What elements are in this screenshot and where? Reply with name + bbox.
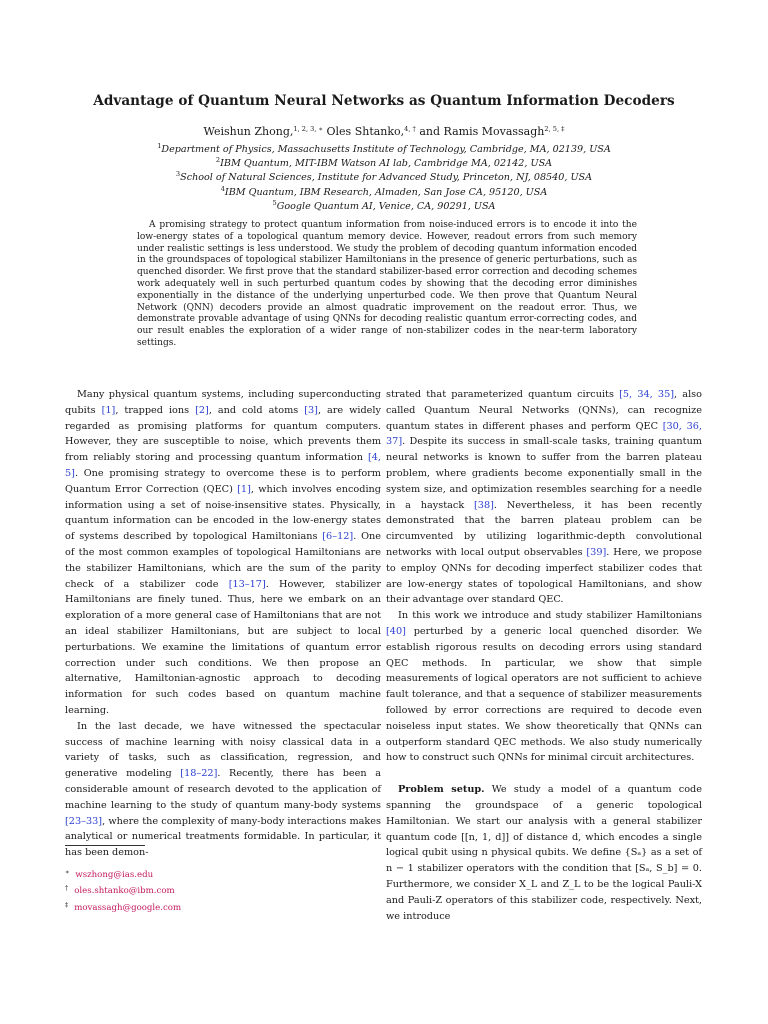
body-text: . Here, we propose to employ QNNs for decoding imperfect stabilizer codes that are low-energy states of topological Hamiltonians, and show their advantage over standard QEC. xyxy=(386,546,702,606)
body-text: Many physical quantum systems, including superconducting qubits xyxy=(65,389,381,416)
body-text: , also called Quantum Neural Networks (QNNs), can recognize quantum states in different phases and perform QEC xyxy=(386,389,702,432)
affiliation-5: $^5$Google Quantum AI, Venice, CA, 90291, USA xyxy=(272,198,496,212)
body-text: strated that parameterized quantum circuits xyxy=(386,389,620,400)
body-text: , are widely regarded as promising platforms for quantum computers. However, they are susceptible to noise, which prevents them from reliably storing and processing quantum information xyxy=(65,404,381,464)
abstract: A promising strategy to protect quantum information from noise-induced errors is to encode it into the low-energy states of a topological quantum memory device. However, readout errors from such memory under realistic settings is less understood. We study the problem of decoding quantum information encoded in the groundspaces of topological stabilizer Hamiltonians in the presence of generic perturbations, such as quenched disorder. We first prove that the standard stabilizer-based error correction and decoding schemes work adequately well in such perturbed quantum codes by showing that the decoding error diminishes exponentially in the distance of the underlying unperturbed code. We then prove that Quantum Neural Network (QNN) decoders provide an almost quadratic improvement on the readout error. Thus, we demonstrate provable advantage of using QNNs for decoding realistic quantum error-correcting codes, and our result enables the exploration of a wider range of non-stabilizer codes in the near-term laboratory settings. xyxy=(137,220,637,348)
citation-link[interactable]: [40] xyxy=(386,625,406,637)
footnote-1: ∗ wszhong@ias.edu xyxy=(65,868,154,880)
body-text: . One promising strategy to overcome these is to perform Quantum Error Correction (QEC) xyxy=(65,467,381,495)
email-link[interactable]: movassagh@google.com xyxy=(74,902,182,913)
author-1-affil-mark: 1, 2, 3, ∗ xyxy=(293,125,324,133)
citation-link[interactable]: [3] xyxy=(304,404,318,416)
citation-link[interactable]: [13–17] xyxy=(228,578,266,590)
body-text: . Nevertheless, it has been recently demonstrated that the barren plateau problem can be circumvented by utilizing logarithmic-depth convolutional networks with local output observables xyxy=(386,499,702,558)
author-list xyxy=(60,125,708,138)
email-link[interactable]: wszhong@ias.edu xyxy=(75,870,154,880)
body-text: In this work we introduce and study stabilizer Hamiltonians xyxy=(398,610,702,622)
citation-link[interactable]: [30, 36, 37] xyxy=(386,420,702,448)
affiliation-list xyxy=(60,143,708,214)
footnote-3: ‡ movassagh@google.com xyxy=(65,900,182,913)
citation-link[interactable]: [5, 34, 35] xyxy=(619,389,675,400)
citation-link[interactable]: [1] xyxy=(101,404,116,416)
body-text: . One of the most common examples of topological Hamiltonians are the stabilizer Hamiltonians, which are the sum of the parity check of a stabilizer code xyxy=(65,531,381,590)
section-heading-problem-setup: Problem setup. xyxy=(398,784,485,796)
author-2: Oles Shtanko,$^{4, \dagger}$ xyxy=(326,125,416,138)
author-3: and Ramis Movassagh$^{2, 5, \ddagger}$ xyxy=(419,125,565,138)
intro-paragraph-1 xyxy=(65,387,381,719)
body-text: , which involves encoding information using a set of noise-insensitive states. Physically, quantum information can be encoded in the low-energy states of systems described by topological Hamiltonians xyxy=(65,483,381,543)
body-text: . Recently, there has been a considerable amount of research devoted to the application of machine learning to the study of quantum many-body systems xyxy=(65,768,381,811)
affiliation-2: $^2$IBM Quantum, MIT-IBM Watson AI lab, Cambridge MA, 02142, USA xyxy=(215,156,553,170)
left-column xyxy=(65,387,381,861)
problem-setup-text: We study a model of a quantum code spanning the groundspace of a generic topological Hamiltonian. We start our analysis with a general stabilizer quantum code [[n, 1, d]] of distance d, which encodes a single logical qubit using n physical qubits. We define {Sₐ} as a set of n − 1 stabilizer operators with the condition that [Sₐ, S_b] = 0. Furthermore, we consider X_L and Z_L to be the logical Pauli-X and Pauli-Z operators of this stabilizer code, respectively. Next, we introduce xyxy=(386,784,702,922)
body-text: . However, stabilizer Hamiltonians are finely tuned. Thus, here we embark on an exploration of a more general case of Hamiltonians that are not an ideal stabilizer Hamiltonians, but are subject to local perturbations. We examine the limitations of quantum error correction under such conditions. We then propose an alternative, Hamiltonian-agnostic approach to decoding information for such codes based on quantum machine learning. xyxy=(65,578,381,716)
citation-link[interactable]: [1] xyxy=(237,483,251,495)
body-text: In the last decade, we have witnessed the spectacular success of machine learning with noisy classical data in a variety of tasks, such as classification, regression, and generative modeling xyxy=(65,720,381,780)
citation-link[interactable]: [4, 5] xyxy=(65,452,381,479)
footnotes xyxy=(65,866,381,915)
right-column xyxy=(386,387,702,924)
body-text: , and cold atoms xyxy=(208,404,305,416)
citation-link[interactable]: [39] xyxy=(586,546,607,558)
email-link[interactable]: oles.shtanko@ibm.com xyxy=(74,886,175,897)
body-text: perturbed by a generic local quenched disorder. We establish rigorous results on decoding errors using standard QEC methods. In particular, we show that simple measurements of logical operators are not sufficient to achieve fault tolerance, and that a sequence of stabilizer measurements followed by error corrections are required to decode even noiseless input states. We show theoretically that QNNs can outperform standard QEC methods. We also study numerically how to construct such QNNs for minimal circuit architectures. xyxy=(386,625,702,764)
citation-link[interactable]: [18–22] xyxy=(180,768,218,780)
problem-setup-paragraph xyxy=(386,782,702,924)
body-text: . Despite its success in small-scale tasks, training quantum neural networks is known to suffer from the barren plateau problem, where gradients become exponentially small in the system size, and optimization resembles searching for a needle in a haystack xyxy=(386,436,702,511)
paper-title: Advantage of Quantum Neural Networks as Quantum Information Decoders xyxy=(93,93,675,109)
citation-link[interactable]: [6–12] xyxy=(322,531,354,543)
intro-paragraph-4 xyxy=(386,608,702,766)
affiliation-3: $^3$School of Natural Sciences, Institute for Advanced Study, Princeton, NJ, 08540, USA xyxy=(175,170,593,184)
affiliation-1: $^1$Department of Physics, Massachusetts Institute of Technology, Cambridge, MA, 02139, USA xyxy=(157,142,611,155)
footnote-2: † oles.shtanko@ibm.com xyxy=(65,884,175,897)
citation-link[interactable]: [23–33] xyxy=(65,815,103,827)
body-text: , trapped ions xyxy=(115,404,196,416)
citation-link[interactable]: [38] xyxy=(474,499,494,511)
author-1: Weishun Zhong,$^{1, 2, 3, ∗}$ xyxy=(203,125,324,138)
affiliation-4: $^4$IBM Quantum, IBM Research, Almaden, San Jose CA, 95120, USA xyxy=(220,184,548,198)
body-text: , where the complexity of many-body interactions makes analytical or numerical treatments formidable. In particular, it has been demon- xyxy=(65,815,381,859)
author-3-affil-mark: 2, 5, ‡ xyxy=(544,125,565,133)
author-2-affil-mark: 4, † xyxy=(404,125,416,133)
intro-paragraph-2 xyxy=(65,719,381,861)
citation-link[interactable]: [2] xyxy=(195,404,209,416)
footnote-divider xyxy=(65,845,145,846)
intro-paragraph-3 xyxy=(386,387,702,608)
